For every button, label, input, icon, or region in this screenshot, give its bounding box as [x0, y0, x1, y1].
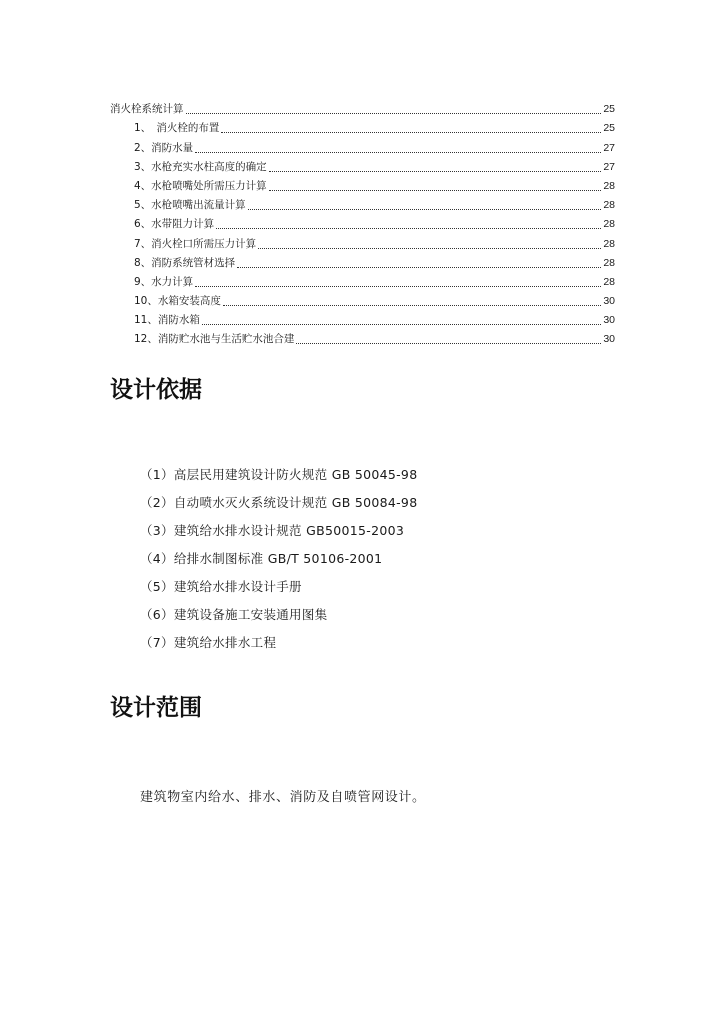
toc-entry-11[interactable]: [110, 308, 615, 327]
toc-leader-dots: [258, 247, 601, 249]
toc-entry-label: 4、水枪喷嘴处所需压力计算: [134, 179, 267, 192]
toc-entry-10[interactable]: [110, 289, 615, 308]
toc-page-number: 28: [603, 237, 615, 250]
toc-entry-label: 6、水带阻力计算: [134, 218, 215, 231]
toc-entry-label: 9、水力计算: [134, 275, 194, 288]
toc-entry-6[interactable]: [110, 212, 615, 231]
toc-leader-dots: [186, 112, 602, 114]
toc-page-number: 25: [603, 103, 615, 116]
toc-entry-label: 11、消防水箱: [134, 314, 200, 327]
design-scope-heading: 设计范围: [110, 695, 202, 721]
design-scope-text: 建筑物室内给水、排水、消防及自喷管网设计。: [140, 790, 426, 805]
toc-leader-dots: [237, 266, 601, 268]
toc-page-number: 27: [603, 160, 615, 173]
toc-entry-label: 3、水枪充实水柱高度的确定: [134, 160, 267, 173]
toc-entry-12[interactable]: [110, 327, 615, 346]
toc-entry-label: 12、消防贮水池与生活贮水池合建: [134, 333, 295, 346]
toc-page-number: 30: [603, 295, 615, 308]
table-of-contents: [110, 97, 615, 346]
reference-item: （2）自动喷水灭火系统设计规范 GB 50084-98: [140, 495, 418, 510]
toc-leader-dots: [269, 189, 602, 191]
toc-leader-dots: [223, 304, 601, 306]
design-basis-list: [140, 465, 417, 661]
toc-page-number: 27: [603, 141, 615, 154]
toc-entry-1[interactable]: [110, 116, 615, 135]
toc-leader-dots: [296, 342, 601, 344]
toc-entry-2[interactable]: [110, 135, 615, 154]
reference-item: （3）建筑给水排水设计规范 GB50015-2003: [140, 523, 405, 538]
toc-entry-label: 8、消防系统管材选择: [134, 256, 236, 269]
toc-leader-dots: [195, 285, 601, 287]
design-basis-heading: 设计依据: [110, 377, 202, 403]
reference-item: （1）高层民用建筑设计防火规范 GB 50045-98: [140, 467, 418, 482]
toc-entry-label: 5、水枪喷嘴出流量计算: [134, 199, 246, 212]
toc-leader-dots: [202, 323, 601, 325]
toc-page-number: 28: [603, 179, 615, 192]
toc-entry-8[interactable]: [110, 251, 615, 270]
toc-entry-label: 7、消火栓口所需压力计算: [134, 237, 257, 250]
reference-item: （5）建筑给水排水设计手册: [140, 579, 302, 594]
toc-entry-label: 2、消防水量: [134, 141, 194, 154]
toc-entry-label: 1、 消火栓的布置: [134, 122, 220, 135]
toc-entry-main[interactable]: [110, 97, 615, 116]
toc-leader-dots: [269, 170, 602, 172]
toc-leader-dots: [221, 131, 601, 133]
toc-entry-label: 消火栓系统计算: [110, 103, 184, 116]
toc-page-number: 28: [603, 199, 615, 212]
toc-leader-dots: [248, 208, 602, 210]
reference-item: （6）建筑设备施工安装通用图集: [140, 607, 328, 622]
toc-leader-dots: [195, 151, 601, 153]
toc-page-number: 25: [603, 122, 615, 135]
toc-entry-5[interactable]: [110, 193, 615, 212]
toc-page-number: 28: [603, 275, 615, 288]
toc-page-number: 28: [603, 256, 615, 269]
toc-entry-4[interactable]: [110, 174, 615, 193]
reference-item: （4）给排水制图标准 GB/T 50106-2001: [140, 551, 383, 566]
toc-page-number: 30: [603, 333, 615, 346]
toc-entry-7[interactable]: [110, 231, 615, 250]
toc-leader-dots: [216, 227, 601, 229]
toc-entry-label: 10、水箱安装高度: [134, 295, 221, 308]
toc-page-number: 28: [603, 218, 615, 231]
toc-entry-9[interactable]: [110, 270, 615, 289]
toc-entry-3[interactable]: [110, 155, 615, 174]
toc-page-number: 30: [603, 314, 615, 327]
reference-item: （7）建筑给水排水工程: [140, 635, 277, 650]
